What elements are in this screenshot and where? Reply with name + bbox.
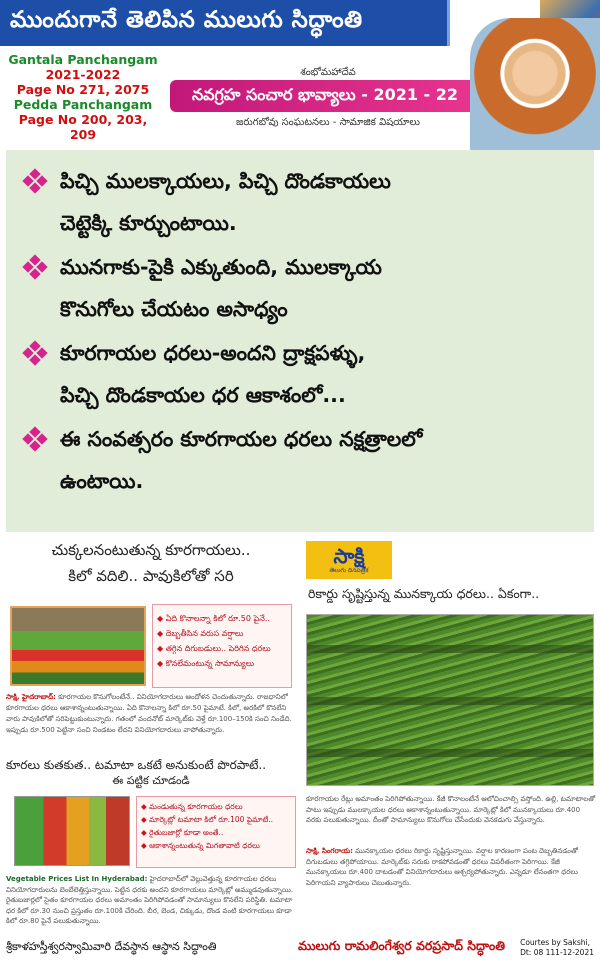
diamond-bullet-icon	[24, 170, 46, 192]
book-subtitle-bottom: జరుగబోవు సంఘటనలు - సామాజిక విషయాలు	[236, 117, 420, 128]
prediction-line: చెట్టెక్కి కూర్చుంటాయి.	[60, 211, 237, 235]
highlight-item: ◆ ఏది కొనాలన్నా కిలో రూ.50 పైనే..	[157, 611, 287, 626]
prediction-item	[20, 332, 594, 416]
sakshi-logo-name: సాక్షి	[333, 544, 365, 568]
body-text: కూరగాయల కొనుగోలంటేనే.. వినియోగదారులు ఆందోళన చెందుతున్నారు. రాజధానిలో కూరగాయల ధరలు ఆకాశాన్నంటుతున్నాయి. ఏది కొనాలన్నా కిలో రూ.50 పైమాటే. కిలో, అరకిలో కొనలేని వారు పావుకిలోతో సరిపెట్టుకుంటున్నారు. గతంలో వందనోట్‌ మార్కెట్‌కు వెళ్తే రూ.100–150కి సంచి నిండేది. ఇప్పుడు రూ.500 పెట్టినా సంచి నిండటం లేదని వినియోగదారులు వాపోతున్నారు.	[6, 693, 292, 734]
banner-title: ముందుగానే తెలిపిన ములుగు సిద్ధాంతి	[10, 7, 363, 33]
prediction-line: ఈ సంవత్సరం కూరగాయల ధరలు నక్షత్రాలలో	[60, 427, 423, 451]
prediction-item	[20, 418, 594, 502]
gantala-title: Gantala Panchangam	[8, 52, 158, 67]
highlight-item: ◆ రైతుబజార్లో కూడా అంతే..	[141, 826, 291, 839]
gantala-year: 2021-2022	[45, 67, 121, 82]
footer-temple-title: శ్రీకాళహస్తీశ్వరస్వామివారి దేవస్థాన ఆస్థాన సిద్ధాంతి	[6, 940, 217, 953]
left-headline-3: కూరలు కుతకుత.. టమాటా ఒకటే అనుకుంటే పొరపాటే..	[6, 758, 267, 772]
prediction-line: కొనుగోలు చేయటం అసాధ్యం	[60, 297, 288, 321]
left-headline-2: కిలో వదిలి.. పావుకిలోతో సరి	[68, 567, 234, 585]
credit-line: Courtes by Sakshi,	[520, 938, 590, 947]
top-banner	[0, 0, 450, 46]
right-article-body: కూరగాయల రేట్లు అమాంతం పెరిగిపోతున్నాయి. కేజీ కొనాలంటేనే ఆలోచించాల్సి వస్తోంది. ఉల్లి, టమాటాలతో పాటు ఇప్పుడు ములక్కాయల ధరలు ఆకాశాన్నంటుతున్నాయి. మార్కెట్లో కిలో మునక్కాయలు రూ.400 వరకు పలుకుతున్నాయి. దీంతో సామాన్యులు కొనుగోలు చేసేందుకు వెనకడుగు వేస్తున్నారు.	[306, 795, 596, 824]
diamond-bullet-icon	[24, 342, 46, 364]
right-article-body-2	[306, 846, 596, 888]
left-highlights-box	[152, 604, 292, 688]
body-text: మునక్కాయల ధరలు రికార్డు సృష్టిస్తున్నాయి. వర్షాల కారణంగా పంట దెబ్బతినడంతో దిగుబడులు తగ్గిపోయాయి. మార్కెట్‌కు సరుకు రాకపోవడంతో ధరలు విపరీతంగా పెరిగాయి. కేజీ మునక్కాయలు రూ.400 దాటడంతో వినియోగదారులు ఆశ్చర్యపోతున్నారు. ఎన్నడూ లేనంతగా ధరలు పెరిగాయని వ్యాపారులు చెబుతున్నారు.	[306, 847, 578, 887]
news-clippings	[0, 538, 600, 938]
book-title-pill: నవగ్రహ సంచార భావ్యాలు - 2021 - 22	[170, 80, 480, 112]
prediction-item	[20, 160, 594, 244]
dateline: సాక్షి, హైదరాబాద్‌:	[6, 693, 56, 701]
diamond-bullet-icon	[24, 256, 46, 278]
body-text: హైదరాబాద్‌లో వెల్లువెత్తున్న కూరగాయల ధరలు వినియోగదారులను బెంబేలెత్తిస్తున్నాయి. పెట్టిన ధరకు అందని కూరగాయలు మార్కెట్లో అమ్ముడవుతున్నాయి. రైతుబజార్లలో సైతం కూరగాయల ధరలు అమాంతం పెరిగిపోవడంతో సామాన్యులు కొనలేని పరిస్థితి. టమాటా ధర కిలో రూ.30 నుంచి ప్రస్తుతం రూ.100కి చేరింది. బీర, బెండ, చిక్కుడు, దొండ వంటి కూరగాయలు కూడా కిలో రూ.80 పైనే పలుకుతున్నాయి.	[6, 875, 294, 925]
market-photo	[10, 606, 146, 686]
diamond-bullet-icon	[24, 428, 46, 450]
right-headline: రికార్డు సృష్టిస్తున్న మునక్కాయ ధరలు.. ఏకంగా..	[308, 586, 540, 601]
predictions-list	[6, 150, 594, 502]
prediction-line: ఉంటాయి.	[60, 469, 144, 493]
left-headline-1: చుక్కలనంటుతున్న కూరగాయలు..	[51, 541, 251, 559]
left-article	[6, 538, 296, 588]
highlight-item: ◆ ఆకాశాన్నంటుతున్న మిగతావాటి ధరలు	[141, 839, 291, 852]
gantala-pages: Page No 271, 2075	[16, 82, 150, 97]
vegetables-photo	[14, 796, 130, 866]
siddhanti-portrait	[470, 18, 600, 150]
highlight-item: ◆ దెబ్బతీసిన వరుస వర్షాలు	[157, 626, 287, 641]
predictions-panel	[6, 150, 594, 532]
panchangam-references	[4, 52, 162, 142]
article-lead: Vegetable Prices List In Hyderabad:	[6, 875, 148, 883]
credit-date: Dt: 08 111-12-2021	[520, 948, 594, 957]
left-article-body-2	[6, 874, 296, 927]
highlight-item: ◆ కొనలేమంటున్న సామాన్యులు	[157, 656, 287, 671]
prediction-line: పిచ్చి ములక్కాయలు, పిచ్చి దొండకాయలు	[60, 169, 391, 193]
prediction-line: కూరగాయల ధరలు-అందని ద్రాక్షపళ్ళు,	[60, 341, 366, 365]
book-subtitle-top: శంభోమహాదేవ	[300, 67, 356, 78]
highlight-item: ◆ మండుతున్న కూరగాయల ధరలు	[141, 800, 291, 813]
footer-siddhanti-name: ములుగు రామలింగేశ్వర వరప్రసాద్ సిద్ధాంతి	[298, 938, 506, 953]
prediction-line: పిచ్చి దొండకాయల ధర ఆకాశంలో...	[60, 383, 346, 407]
left-headline-4: ఈ పట్టిక చూడండి	[112, 774, 190, 787]
drumsticks-photo	[306, 614, 594, 786]
highlight-item: ◆ తగ్గిన దిగుబడులు.. పెరిగిన ధరలు	[157, 641, 287, 656]
sakshi-logo-tag: తెలుగు దినపత్రిక	[329, 567, 369, 574]
footer	[0, 938, 600, 965]
sakshi-logo	[306, 541, 392, 579]
left-article-body	[6, 692, 296, 736]
dateline: సాక్షి, సింగరాయ:	[306, 847, 353, 855]
left-highlights-box-2	[136, 796, 296, 868]
prediction-line: మునగాకు-పైకి ఎక్కుతుంది, ములక్కాయ	[60, 255, 382, 279]
prediction-item	[20, 246, 594, 330]
pedda-title: Pedda Panchangam	[13, 97, 153, 112]
pedda-pages: Page No 200, 203, 209	[18, 112, 148, 142]
highlight-item: ◆ మార్కెట్లో టమాటా కిలో రూ.100 పైమాటే..	[141, 813, 291, 826]
source-credit	[520, 938, 594, 958]
